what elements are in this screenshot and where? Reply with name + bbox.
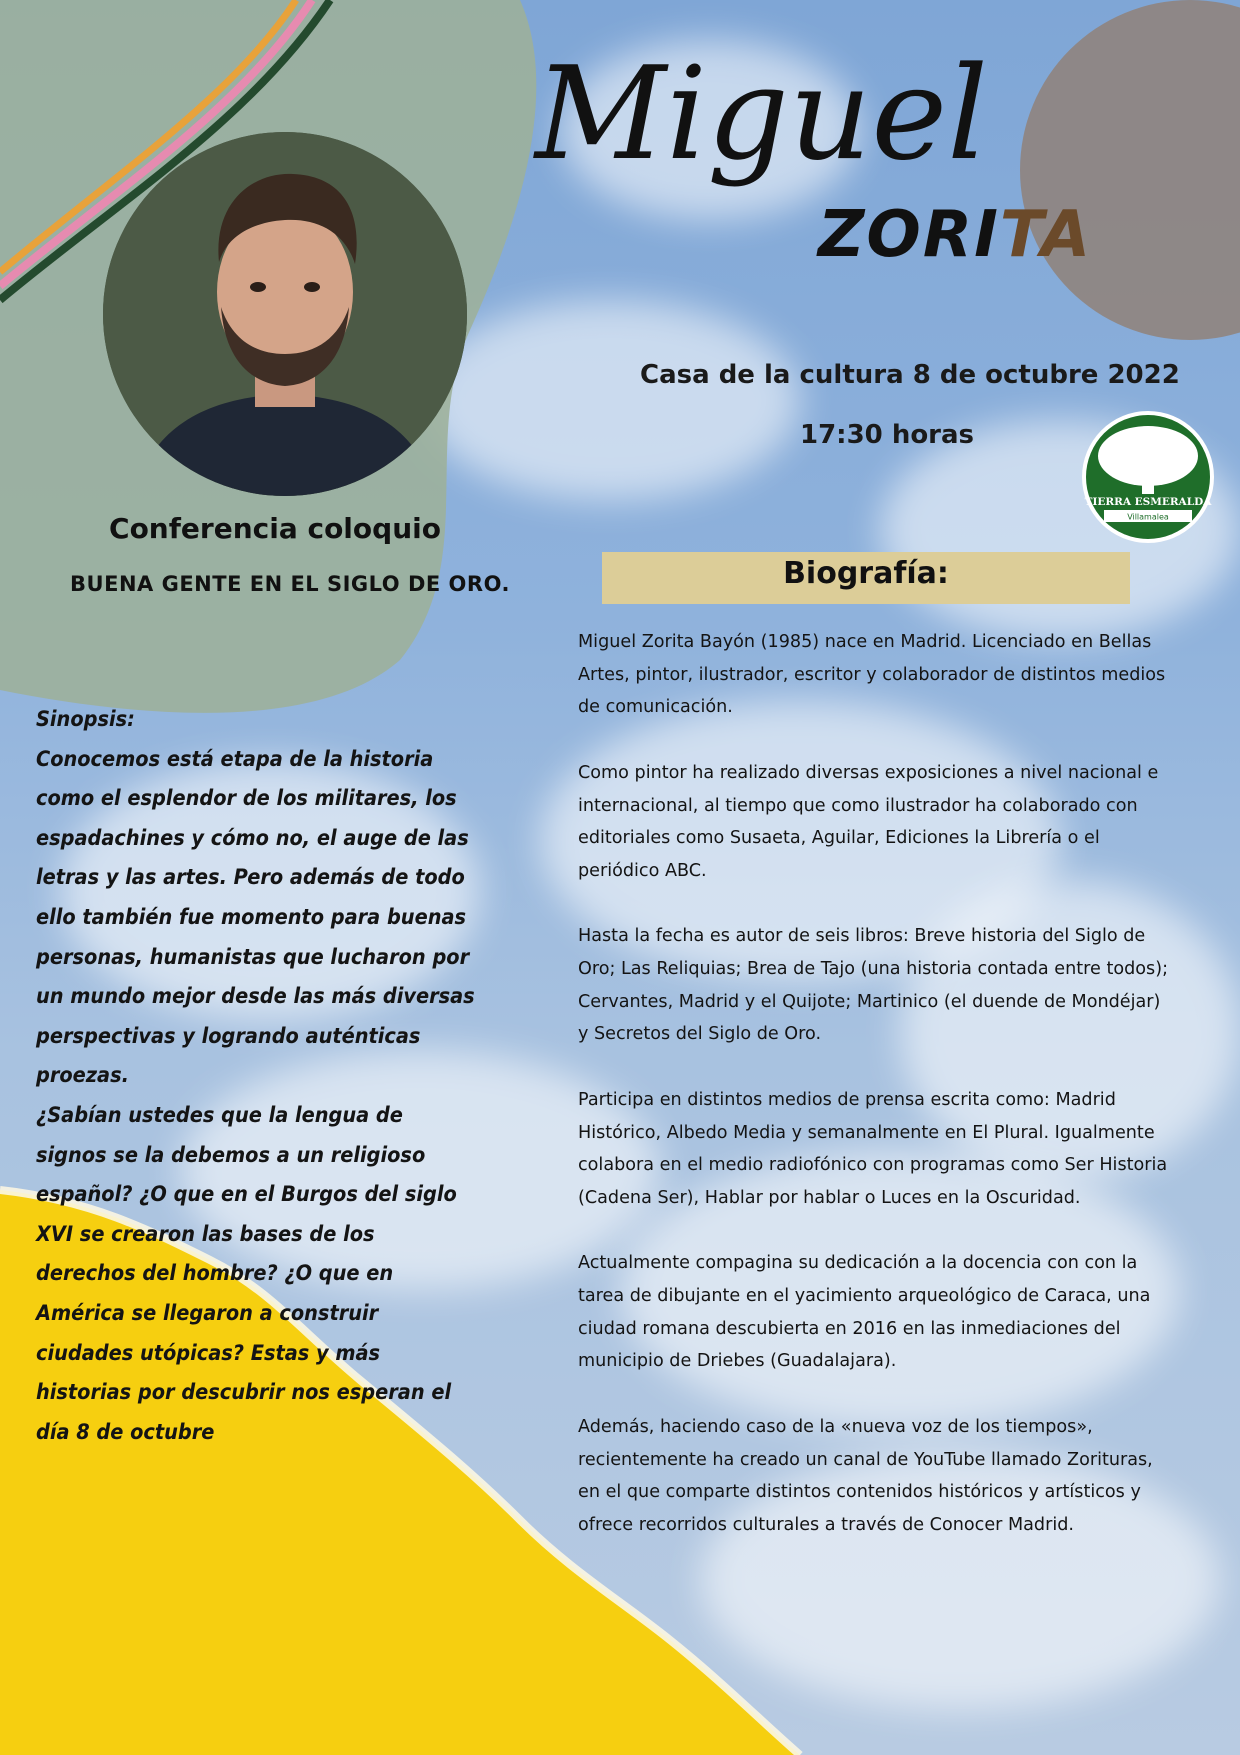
- sinopsis-heading: Sinopsis:: [36, 707, 135, 732]
- svg-text:Miguel: Miguel: [535, 40, 989, 189]
- biography-paragraph: Participa en distintos medios de prensa escrita como: Madrid Histórico, Albedo Media y semanalmente en El Plural. Igualmente colabora en el medio radiofónico con programas como Ser Historia (Cadena Ser), Hablar por hablar o Luces en la Oscuridad.: [578, 1089, 1168, 1208]
- speaker-photo: [103, 132, 467, 496]
- sinopsis-paragraph: Conocemos está etapa de la historia como el esplendor de los militares, los espadachines y cómo no, el auge de las letras y las artes. Pero además de todo ello también fue momento para buenas personas, humanistas que lucharon por un mundo mejor desde las más diversas perspectivas y logrando auténticas proezas.: [36, 746, 475, 1089]
- biography-heading: Biografía:: [783, 556, 949, 591]
- biography-paragraph: Actualmente compagina su dedicación a la docencia con con la tarea de dibujante en el yacimiento arqueológico de Caraca, una ciudad romana descubierta en 2016 en las inmediaciones del municipio de Driebes (Guadalajara).: [578, 1253, 1151, 1372]
- name-first-script: [525, 40, 1045, 190]
- conference-title: Conferencia coloquio: [109, 512, 441, 545]
- event-time: 17:30 horas: [800, 420, 975, 450]
- event-location-date: Casa de la cultura 8 de octubre 2022: [640, 360, 1180, 390]
- tierra-esmeralda-logo: [1080, 404, 1216, 550]
- svg-text:Villamalea: Villamalea: [1127, 512, 1169, 522]
- biography-paragraph: Como pintor ha realizado diversas exposiciones a nivel nacional e internacional, al tiempo que como ilustrador ha colaborado con editoriales como Susaeta, Aguilar, Ediciones la Librería o el periódico ABC.: [578, 762, 1159, 881]
- conference-subtitle: BUENA GENTE EN EL SIGLO DE ORO.: [70, 572, 510, 596]
- name-last: ZORITA: [818, 198, 1093, 272]
- biography-text: [578, 626, 1168, 1574]
- biography-paragraph: Miguel Zorita Bayón (1985) nace en Madrid. Licenciado en Bellas Artes, pintor, ilustrador, escritor y colaborador de distintos medios de comunicación.: [578, 632, 1166, 718]
- biography-paragraph: Además, haciendo caso de la «nueva voz de los tiempos», recientemente ha creado un canal de YouTube llamado Zorituras, en el que comparte distintos contenidos históricos y artísticos y ofrece recorridos culturales a través de Conocer Madrid.: [578, 1416, 1153, 1535]
- svg-text:TIERRA ESMERALDA: TIERRA ESMERALDA: [1084, 496, 1212, 508]
- biography-paragraph: Hasta la fecha es autor de seis libros: Breve historia del Siglo de Oro; Las Reliquias; Brea de Tajo (una historia contada entre todos); Cervantes, Madrid y el Quijote; Martinico (el duende de Mondéjar) y Secretos del Siglo de Oro.: [578, 926, 1168, 1045]
- portrait-image: [103, 132, 467, 496]
- sinopsis-text: [36, 700, 476, 1452]
- sinopsis-paragraph: ¿Sabían ustedes que la lengua de signos se la debemos a un religioso español? ¿O que en el Burgos del siglo XVI se crearon las bases de los derechos del hombre? ¿O que en América se llegaron a construir ciudades utópicas? Estas y más historias por descubrir nos esperan el día 8 de octubre: [36, 1102, 457, 1445]
- taupe-circle: [1020, 0, 1240, 340]
